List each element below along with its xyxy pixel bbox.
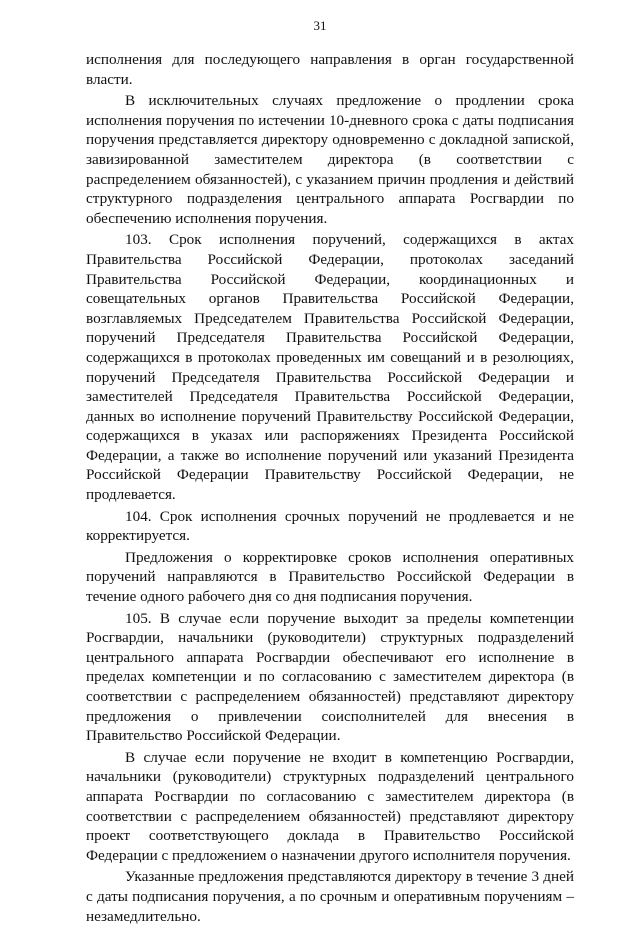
paragraph-deadline: Указанные предложения представляются директору в течение 3 дней с даты подписания поручения, а по срочным и оперативным поручениям – незамедлительно. [86, 868, 574, 925]
paragraph-clause-103: 103. Срок исполнения поручений, содержащихся в актах Правительства Российской Федерации, протоколах заседаний Правительства Российской Федерации, координационных и совещательных органов Правительства Российской Федерации, возглавляемых Председателем Правительства Российской Федерации, поручений Председателя Правительства Российской Федерации, содержащихся в протоколах проведенных им совещаний и в резолюциях, поручений Председателя Правительства Российской Федерации и заместителей Председателя Правительства Российской Федерации, данных во исполнение поручений Правительству Российской Федерации, содержащихся в указах или распоряжениях Президента Российской Федерации, а также во исполнение поручений или указаний Президента Российской Федерации Правительству Российской Федерации, не продлевается. [86, 231, 574, 504]
document-body [86, 50, 574, 928]
paragraph-clause-104: 104. Срок исполнения срочных поручений не продлевается и не корректируется. [86, 507, 574, 545]
paragraph-outside-competence: В случае если поручение не входит в компетенцию Росгвардии, начальники (руководители) структурных подразделений центрального аппарата Росгвардии по согласованию с заместителем директора (в соответствии с распределением обязанностей) представляют директору проект соответствующего доклада в Правительство Российской Федерации с предложением о назначении другого исполнителя поручения. [86, 748, 574, 864]
paragraph-extension-exception: В исключительных случаях предложение о продлении срока исполнения поручения по истечении 10-дневного срока с даты подписания поручения представляется директору одновременно с докладной запиской, завизированной заместителем директора (в соответствии с распределением обязанностей), с указанием причин продления и действий структурного подразделения центрального аппарата Росгвардии по обеспечению исполнения поручения. [86, 92, 574, 227]
page-number: 31 [313, 18, 327, 33]
paragraph-continuation: исполнения для последующего направления в орган государственной власти. [86, 51, 574, 88]
paragraph-clause-105: 105. В случае если поручение выходит за пределы компетенции Росгвардии, начальники (руководители) структурных подразделений центрального аппарата Росгвардии обеспечивают его исполнение в пределах компетенции и по согласованию с заместителем директора (в соответствии с распределением обязанностей) представляют директору предложения о привлечении соисполнителей для внесения в Правительство Российской Федерации. [86, 609, 574, 745]
paragraph-operative-correction: Предложения о корректировке сроков исполнения оперативных поручений направляются в Правительство Российской Федерации в течение одного рабочего дня со дня подписания поручения. [86, 548, 574, 606]
